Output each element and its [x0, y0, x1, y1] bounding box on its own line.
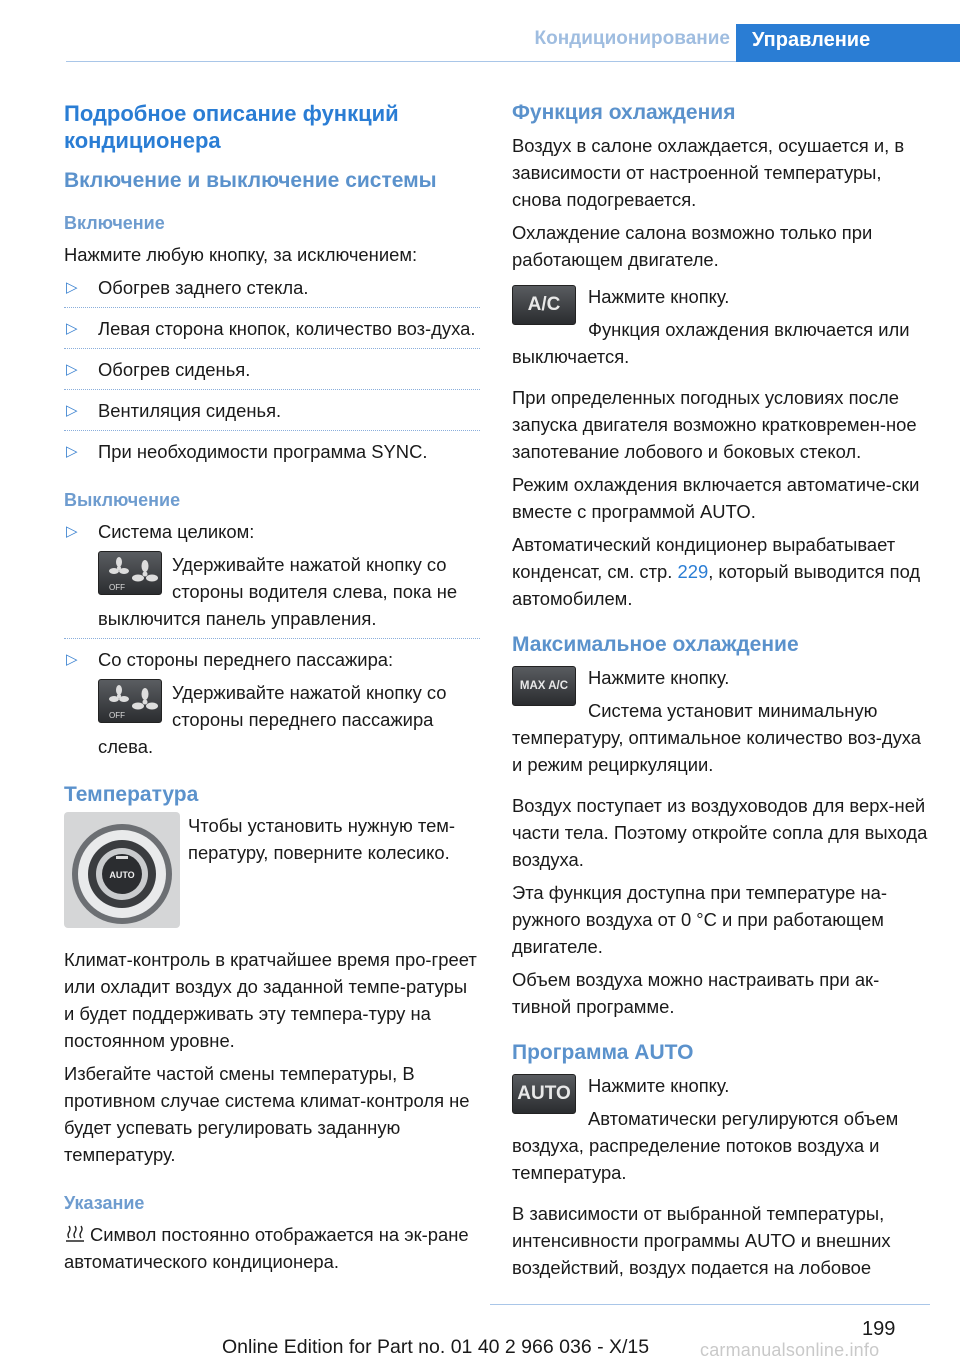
fan-off-button-image	[98, 679, 162, 723]
list-item: ▷ Обогрев заднего стекла.	[64, 274, 480, 301]
off-heading: Выключение	[64, 490, 181, 510]
press-button-text: Нажмите кнопку.	[588, 286, 730, 307]
max-paragraph-4: Объем воздуха можно настраивать при ак-тивной программе.	[512, 969, 880, 1017]
cooling-paragraph-2: Охлаждение салона возможно только при работающем двигателе.	[512, 222, 873, 270]
triangle-bullet-icon: ▷	[66, 279, 78, 296]
fan-icon	[99, 680, 163, 724]
on-intro: Нажмите любую кнопку, за исключением:	[64, 244, 418, 265]
max-paragraph-2: Воздух поступает из воздуховодов для верх-ней части тела. Поэтому откройте сопла для выхода воздуха.	[512, 795, 928, 870]
page-reference-link[interactable]: 229	[677, 561, 709, 582]
page-number: 199	[862, 1318, 896, 1340]
temperature-knob-image	[64, 812, 180, 928]
page-header	[0, 24, 960, 62]
list-item: ▷ Левая сторона кнопок, количество воз-духа.	[64, 315, 480, 342]
subsection-on-off-heading: Включение и выключение системы	[64, 169, 437, 192]
temperature-intro: Чтобы установить нужную тем-пературу, поверните колесико.	[188, 815, 456, 863]
temperature-paragraph-2: Избегайте частой смены температуры, В противном случае система климат-контроля не будет успевать регулировать заданную температуру.	[64, 1063, 470, 1165]
press-button-text: Нажмите кнопку.	[588, 667, 730, 688]
temperature-heading: Температура	[64, 783, 199, 806]
note-heading: Указание	[64, 1193, 145, 1213]
defrost-symbol-icon	[64, 1224, 86, 1244]
cooling-paragraph-4: Режим охлаждения включается автоматиче-ски вместе с программой AUTO.	[512, 474, 920, 522]
max-paragraph-3: Эта функция доступна при температуре на-ружного воздуха от 0 °C и при работающем двигателе.	[512, 882, 887, 957]
auto-program-heading: Программа AUTO	[512, 1041, 694, 1064]
ac-button-image: A/C	[512, 285, 576, 325]
triangle-bullet-icon: ▷	[66, 320, 78, 337]
list-item: ▷ Обогрев сиденья.	[64, 356, 480, 383]
watermark: carmanualsonline.info	[700, 1340, 880, 1360]
svg-text:AUTO: AUTO	[109, 870, 135, 880]
triangle-bullet-icon: ▷	[66, 523, 78, 540]
temperature-paragraph-1: Климат-контроль в кратчайшее время про-греет или охладит воздух до заданной темпе-ратуры и будет поддерживать эту темпера-туру на постоянном уровне.	[64, 949, 477, 1051]
right-column	[512, 100, 930, 1281]
triangle-bullet-icon: ▷	[66, 443, 78, 460]
press-button-text: Нажмите кнопку.	[588, 1075, 730, 1096]
triangle-bullet-icon: ▷	[66, 402, 78, 419]
svg-text:OFF: OFF	[109, 583, 125, 592]
edition-text: Online Edition for Part no. 01 40 2 966 036 - X/15	[222, 1336, 650, 1358]
cooling-paragraph-1: Воздух в салоне охлаждается, осушается и, в зависимости от настроенной температуры, снова подогревается.	[512, 135, 905, 210]
list-item: ▷ При необходимости программа SYNC.	[64, 438, 480, 465]
header-chapter-tab[interactable]: Управление	[736, 24, 960, 62]
auto-paragraph-2: В зависимости от выбранной температуры, интенсивности программы AUTO и внешних воздействий, воздух подается на лобовое	[512, 1203, 891, 1278]
note-text: Символ постоянно отображается на эк-ране автоматического кондиционера.	[64, 1224, 469, 1272]
footer-divider	[490, 1304, 930, 1305]
cooling-paragraph-3: При определенных погодных условиях после запуска двигателя возможно кратковремен-ное запотевание лобового и боковых стекол.	[512, 387, 917, 462]
list-item: ▷ Вентиляция сиденья.	[64, 397, 480, 424]
list-item: ▷ Система целиком: OFF Удерживайте нажатой кнопку со стороны водителя слева, пока не выключится панель управления.	[64, 518, 480, 632]
off-list	[64, 518, 480, 760]
left-column	[64, 100, 480, 1275]
cooling-heading: Функция охлаждения	[512, 101, 736, 124]
svg-text:OFF: OFF	[109, 711, 125, 720]
max-ac-button-image: MAX A/C	[512, 666, 576, 706]
max-cooling-heading: Максимальное охлаждение	[512, 633, 799, 656]
triangle-bullet-icon: ▷	[66, 361, 78, 378]
list-item: ▷ Со стороны переднего пассажира: OFF Удерживайте нажатой кнопку со стороны переднего пассажира слева.	[64, 646, 480, 760]
section-title: Подробное описание функций кондиционера	[64, 101, 399, 153]
header-section-link[interactable]: Кондиционирование	[534, 28, 730, 49]
auto-button-image: AUTO	[512, 1074, 576, 1114]
on-exceptions-list	[64, 274, 480, 465]
fan-icon	[99, 552, 163, 596]
max-description: Система установит минимальную температуру, оптимальное количество воз-духа и режим рециркуляции.	[512, 700, 922, 775]
ac-description: Функция охлаждения включается или выключается.	[512, 319, 910, 367]
cooling-paragraph-5: Автоматический кондиционер вырабатывает конденсат, см. стр. 229, который выводится под автомобилем.	[512, 534, 921, 609]
on-heading: Включение	[64, 213, 165, 233]
header-divider	[66, 61, 736, 62]
triangle-bullet-icon: ▷	[66, 651, 78, 668]
fan-off-button-image	[98, 551, 162, 595]
auto-description: Автоматически регулируются объем воздуха, распределение потоков воздуха и температура.	[512, 1108, 899, 1183]
